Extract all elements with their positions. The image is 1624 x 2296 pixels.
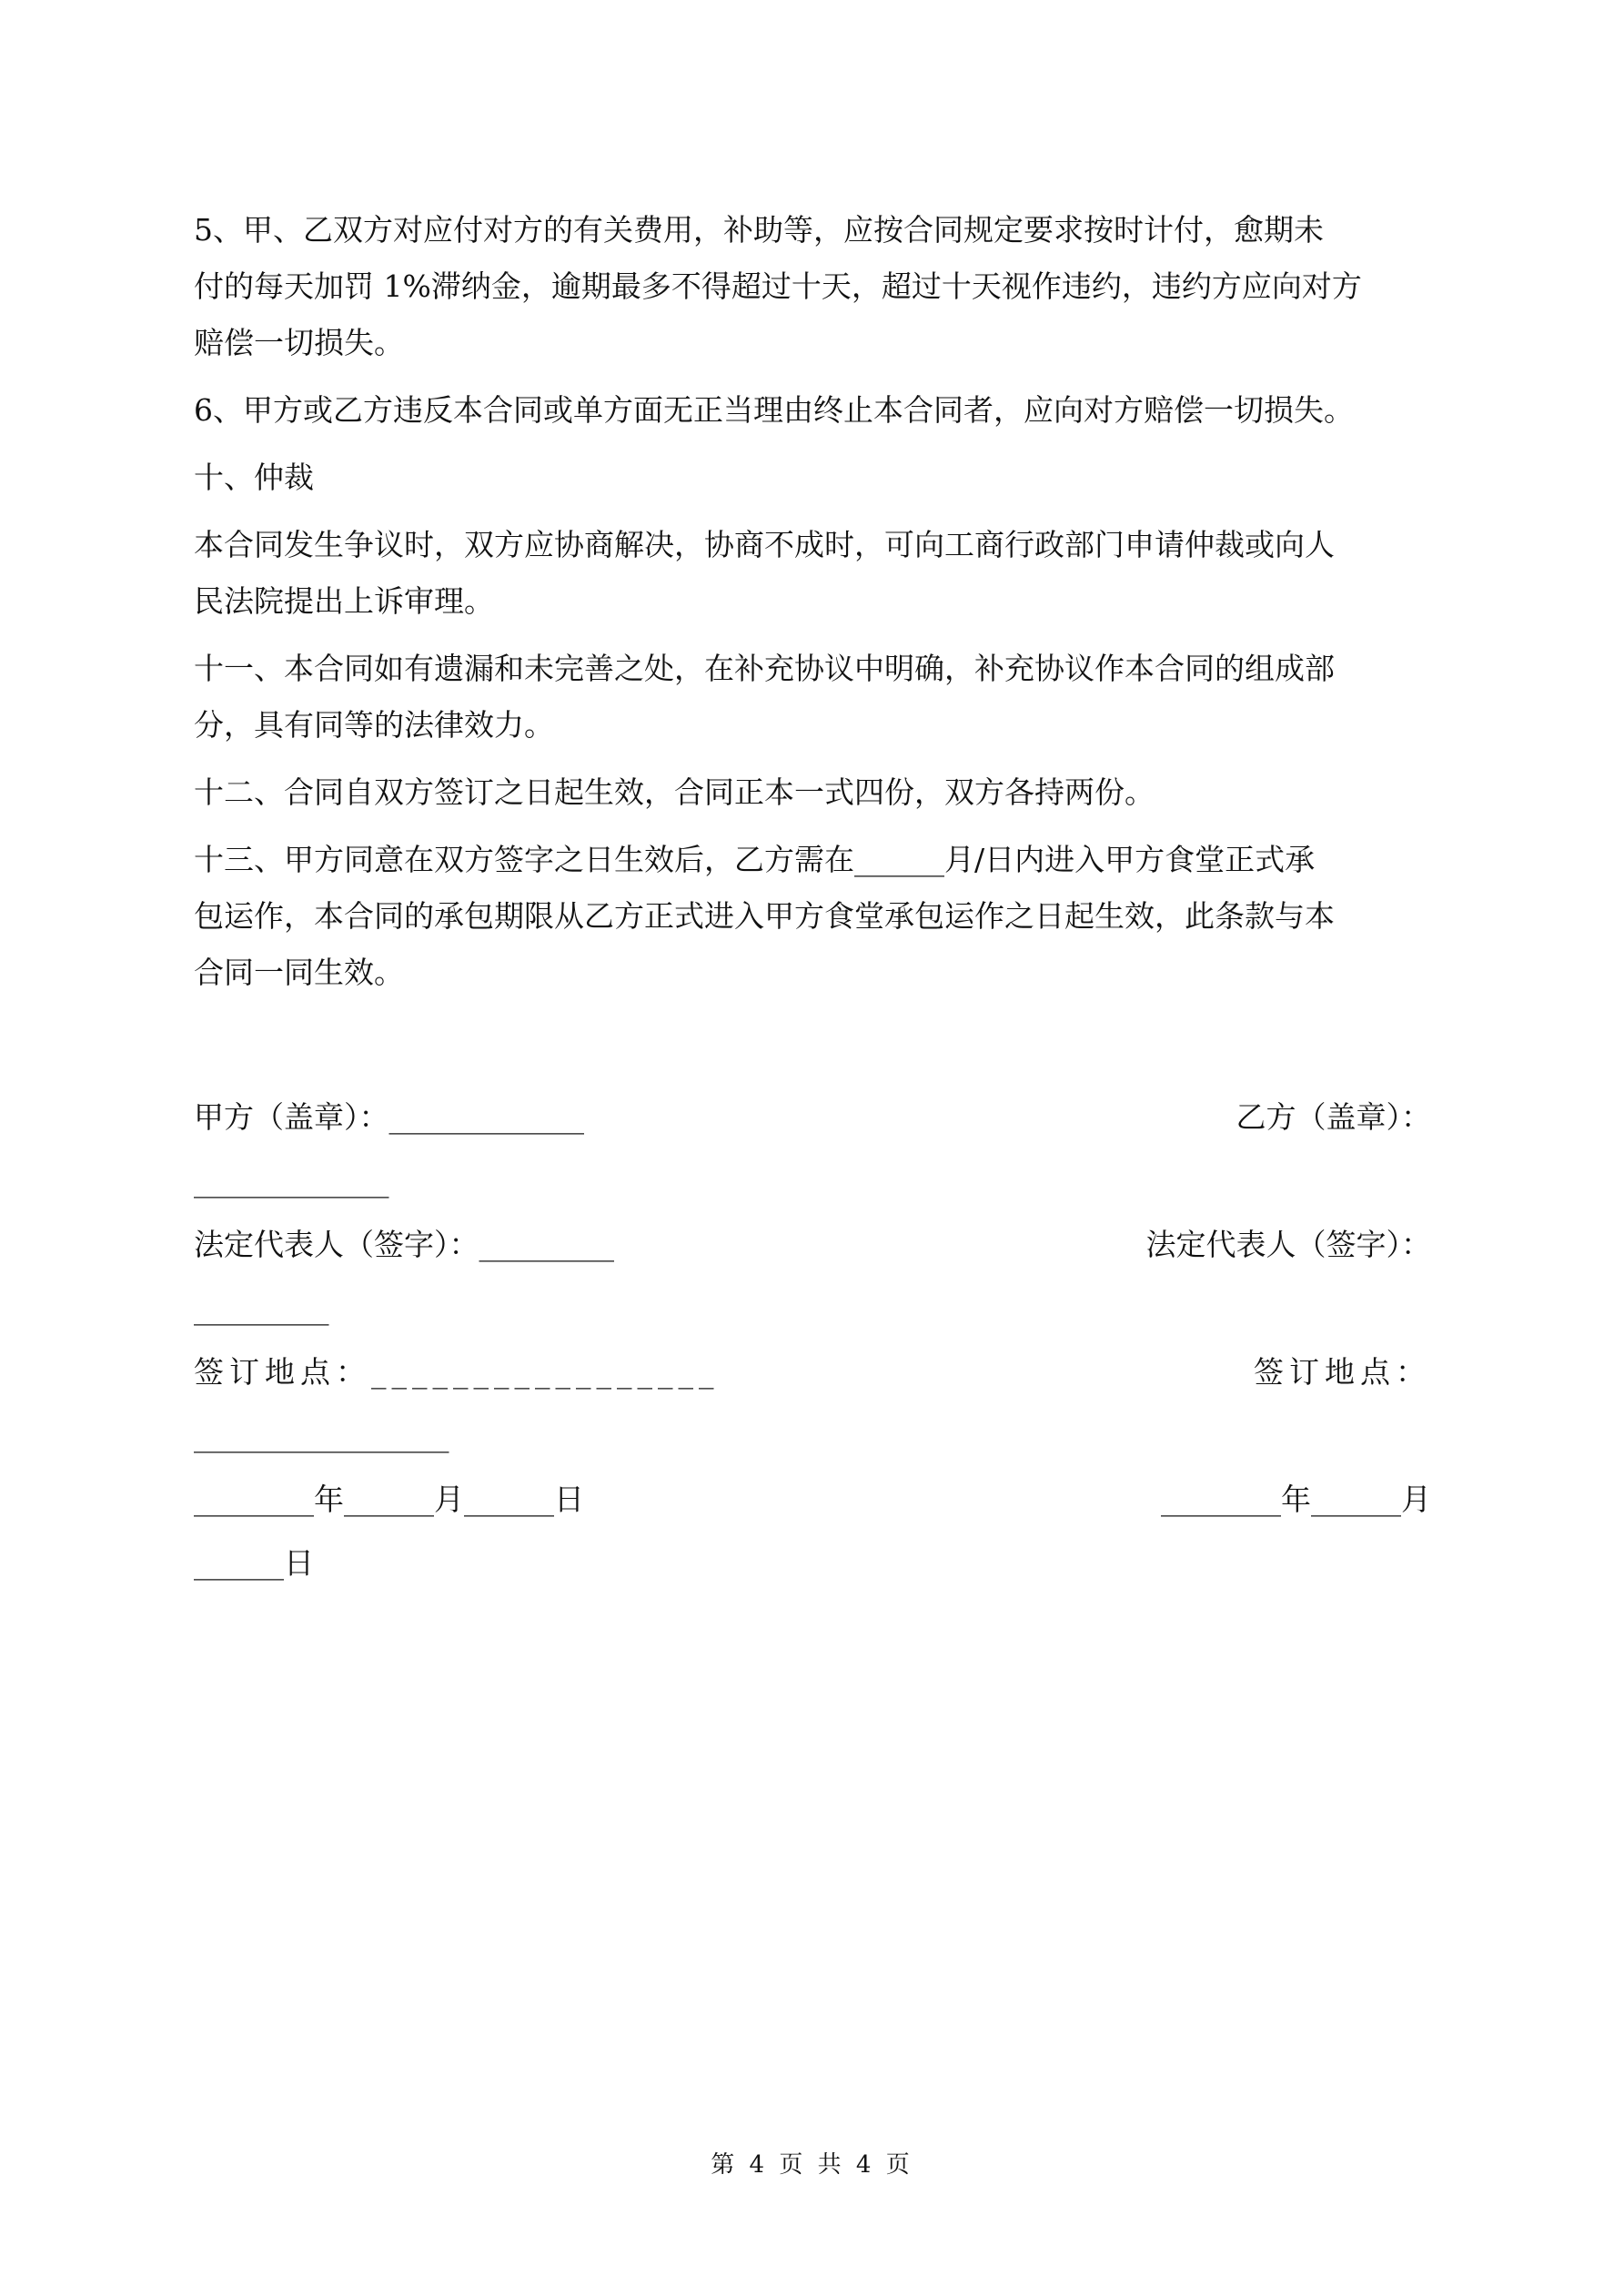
- seal-row: [194, 1099, 1431, 1163]
- contract-body: [194, 202, 1431, 1012]
- party-a-date-field: ________年______月______日: [194, 1482, 584, 1517]
- party-b-seal-blank: _____________: [194, 1163, 389, 1199]
- party-b-place-blank: _________________: [194, 1418, 449, 1453]
- party-b-representative-blank: _________: [194, 1290, 329, 1326]
- page-number-footer: 第 4 页 共 4 页: [711, 2151, 913, 2179]
- date-row-continued: [194, 1545, 1431, 1609]
- clause-6-line-1: 6、甲方或乙方违反本合同或单方面无正当理由终止本合同者，应向对方赔偿一切损失。: [194, 392, 1354, 428]
- section-10-title: [194, 450, 1431, 506]
- party-a-place-field: 签订地点：_________________: [194, 1354, 720, 1390]
- clause-5: [194, 202, 1431, 371]
- signature-block: [194, 1099, 1431, 1609]
- date-row: [194, 1482, 1431, 1545]
- section-10-line-2: 民法院提出上诉审理。: [194, 583, 494, 619]
- representative-row-continued: [194, 1290, 1431, 1354]
- section-13-line-1: 十三、甲方同意在双方签字之日生效后，乙方需在______月/日内进入甲方食堂正式承: [194, 842, 1316, 877]
- party-b-date-tail: ______日: [194, 1545, 314, 1581]
- clause-5-line-3: 赔偿一切损失。: [194, 325, 404, 360]
- section-11: [194, 641, 1431, 754]
- clause-5-line-2: 付的每天加罚 1%滞纳金，逾期最多不得超过十天，超过十天视作违约，违约方应向对方: [194, 268, 1362, 304]
- section-13-line-2: 包运作，本合同的承包期限从乙方正式进入甲方食堂承包运作之日起生效，此条款与本: [194, 898, 1335, 934]
- section-11-line-2: 分，具有同等的法律效力。: [194, 707, 554, 743]
- party-a-representative-field: 法定代表人（签字）：_________: [194, 1227, 614, 1262]
- clause-6: [194, 382, 1431, 439]
- section-12-line-1: 十二、合同自双方签订之日起生效，合同正本一式四份，双方各持两份。: [194, 774, 1155, 810]
- section-10-line-1: 本合同发生争议时，双方应协商解决，协商不成时，可向工商行政部门申请仲裁或向人: [194, 527, 1335, 562]
- party-b-date-field: ________年______月: [1161, 1482, 1431, 1517]
- party-b-representative-label: 法定代表人（签字）：: [1145, 1227, 1431, 1262]
- section-10-heading: 十、仲裁: [194, 460, 314, 495]
- clause-5-line-1: 5、甲、乙双方对应付对方的有关费用，补助等，应按合同规定要求按时计付，愈期未: [194, 212, 1324, 248]
- party-a-seal-field: 甲方（盖章）：_____________: [194, 1099, 584, 1135]
- section-13-line-3: 合同一同生效。: [194, 955, 404, 990]
- seal-row-continued: [194, 1163, 1431, 1227]
- section-11-line-1: 十一、本合同如有遗漏和未完善之处，在补充协议中明确，补充协议作本合同的组成部: [194, 651, 1335, 686]
- section-12: [194, 764, 1431, 821]
- section-13: [194, 832, 1431, 1001]
- party-b-seal-label: 乙方（盖章）：: [1236, 1099, 1431, 1135]
- party-b-place-label: 签订地点：: [1254, 1354, 1431, 1390]
- place-row-continued: [194, 1418, 1431, 1482]
- representative-row: [194, 1227, 1431, 1290]
- place-row: [194, 1354, 1431, 1418]
- section-10-body: [194, 517, 1431, 630]
